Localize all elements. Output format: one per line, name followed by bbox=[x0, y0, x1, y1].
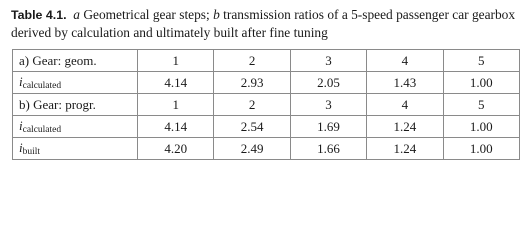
table-caption bbox=[11, 6, 516, 41]
table-label: Table 4.1. bbox=[11, 8, 67, 22]
table-cell: 1.00 bbox=[443, 116, 519, 138]
table-cell: 1.24 bbox=[367, 116, 443, 138]
table-cell: 2 bbox=[214, 50, 290, 72]
table-cell: 3 bbox=[290, 50, 366, 72]
table-row bbox=[13, 94, 520, 116]
table-cell: 5 bbox=[443, 94, 519, 116]
table-cell: 1 bbox=[138, 94, 214, 116]
symbol-subscript: calculated bbox=[22, 125, 62, 135]
caption-part-a-text: Geometrical gear steps; bbox=[83, 7, 210, 22]
table-cell: 5 bbox=[443, 50, 519, 72]
table-row bbox=[13, 50, 520, 72]
table-cell: 1.43 bbox=[367, 72, 443, 94]
table-cell: 1.00 bbox=[443, 72, 519, 94]
table-cell: 2.54 bbox=[214, 116, 290, 138]
row-header-i-calculated-geom bbox=[13, 72, 138, 94]
table-row bbox=[13, 72, 520, 94]
table-cell: 3 bbox=[290, 94, 366, 116]
table-cell: 2.93 bbox=[214, 72, 290, 94]
symbol-i: i bbox=[19, 140, 23, 155]
table-row bbox=[13, 138, 520, 160]
table-cell: 4.14 bbox=[138, 116, 214, 138]
table-cell: 4.20 bbox=[138, 138, 214, 160]
table-cell: 2.05 bbox=[290, 72, 366, 94]
caption-part-a-marker: a bbox=[73, 7, 80, 22]
caption-part-b-text: transmission ratios of a 5-speed passenger car gearbox derived by calculation and ultimately built after fine tuning bbox=[11, 7, 516, 40]
table-cell: 4.14 bbox=[138, 72, 214, 94]
table-cell: 1.24 bbox=[367, 138, 443, 160]
symbol-i: i bbox=[19, 74, 23, 89]
row-header-i-built bbox=[13, 138, 138, 160]
table-cell: 1.66 bbox=[290, 138, 366, 160]
symbol-subscript: built bbox=[22, 147, 41, 157]
caption-part-b-marker: b bbox=[213, 7, 220, 22]
row-header-i-calculated-progr bbox=[13, 116, 138, 138]
table-cell: 4 bbox=[367, 94, 443, 116]
symbol-i: i bbox=[19, 118, 23, 133]
symbol-subscript: calculated bbox=[22, 81, 62, 91]
table-row bbox=[13, 116, 520, 138]
table-cell: 2 bbox=[214, 94, 290, 116]
table-cell: 1.69 bbox=[290, 116, 366, 138]
table-cell: 4 bbox=[367, 50, 443, 72]
table-cell: 2.49 bbox=[214, 138, 290, 160]
row-header-progr-gear: b) Gear: progr. bbox=[13, 94, 138, 116]
table-cell: 1.00 bbox=[443, 138, 519, 160]
row-header-geom-gear: a) Gear: geom. bbox=[13, 50, 138, 72]
table-cell: 1 bbox=[138, 50, 214, 72]
gear-ratio-table bbox=[12, 49, 520, 160]
